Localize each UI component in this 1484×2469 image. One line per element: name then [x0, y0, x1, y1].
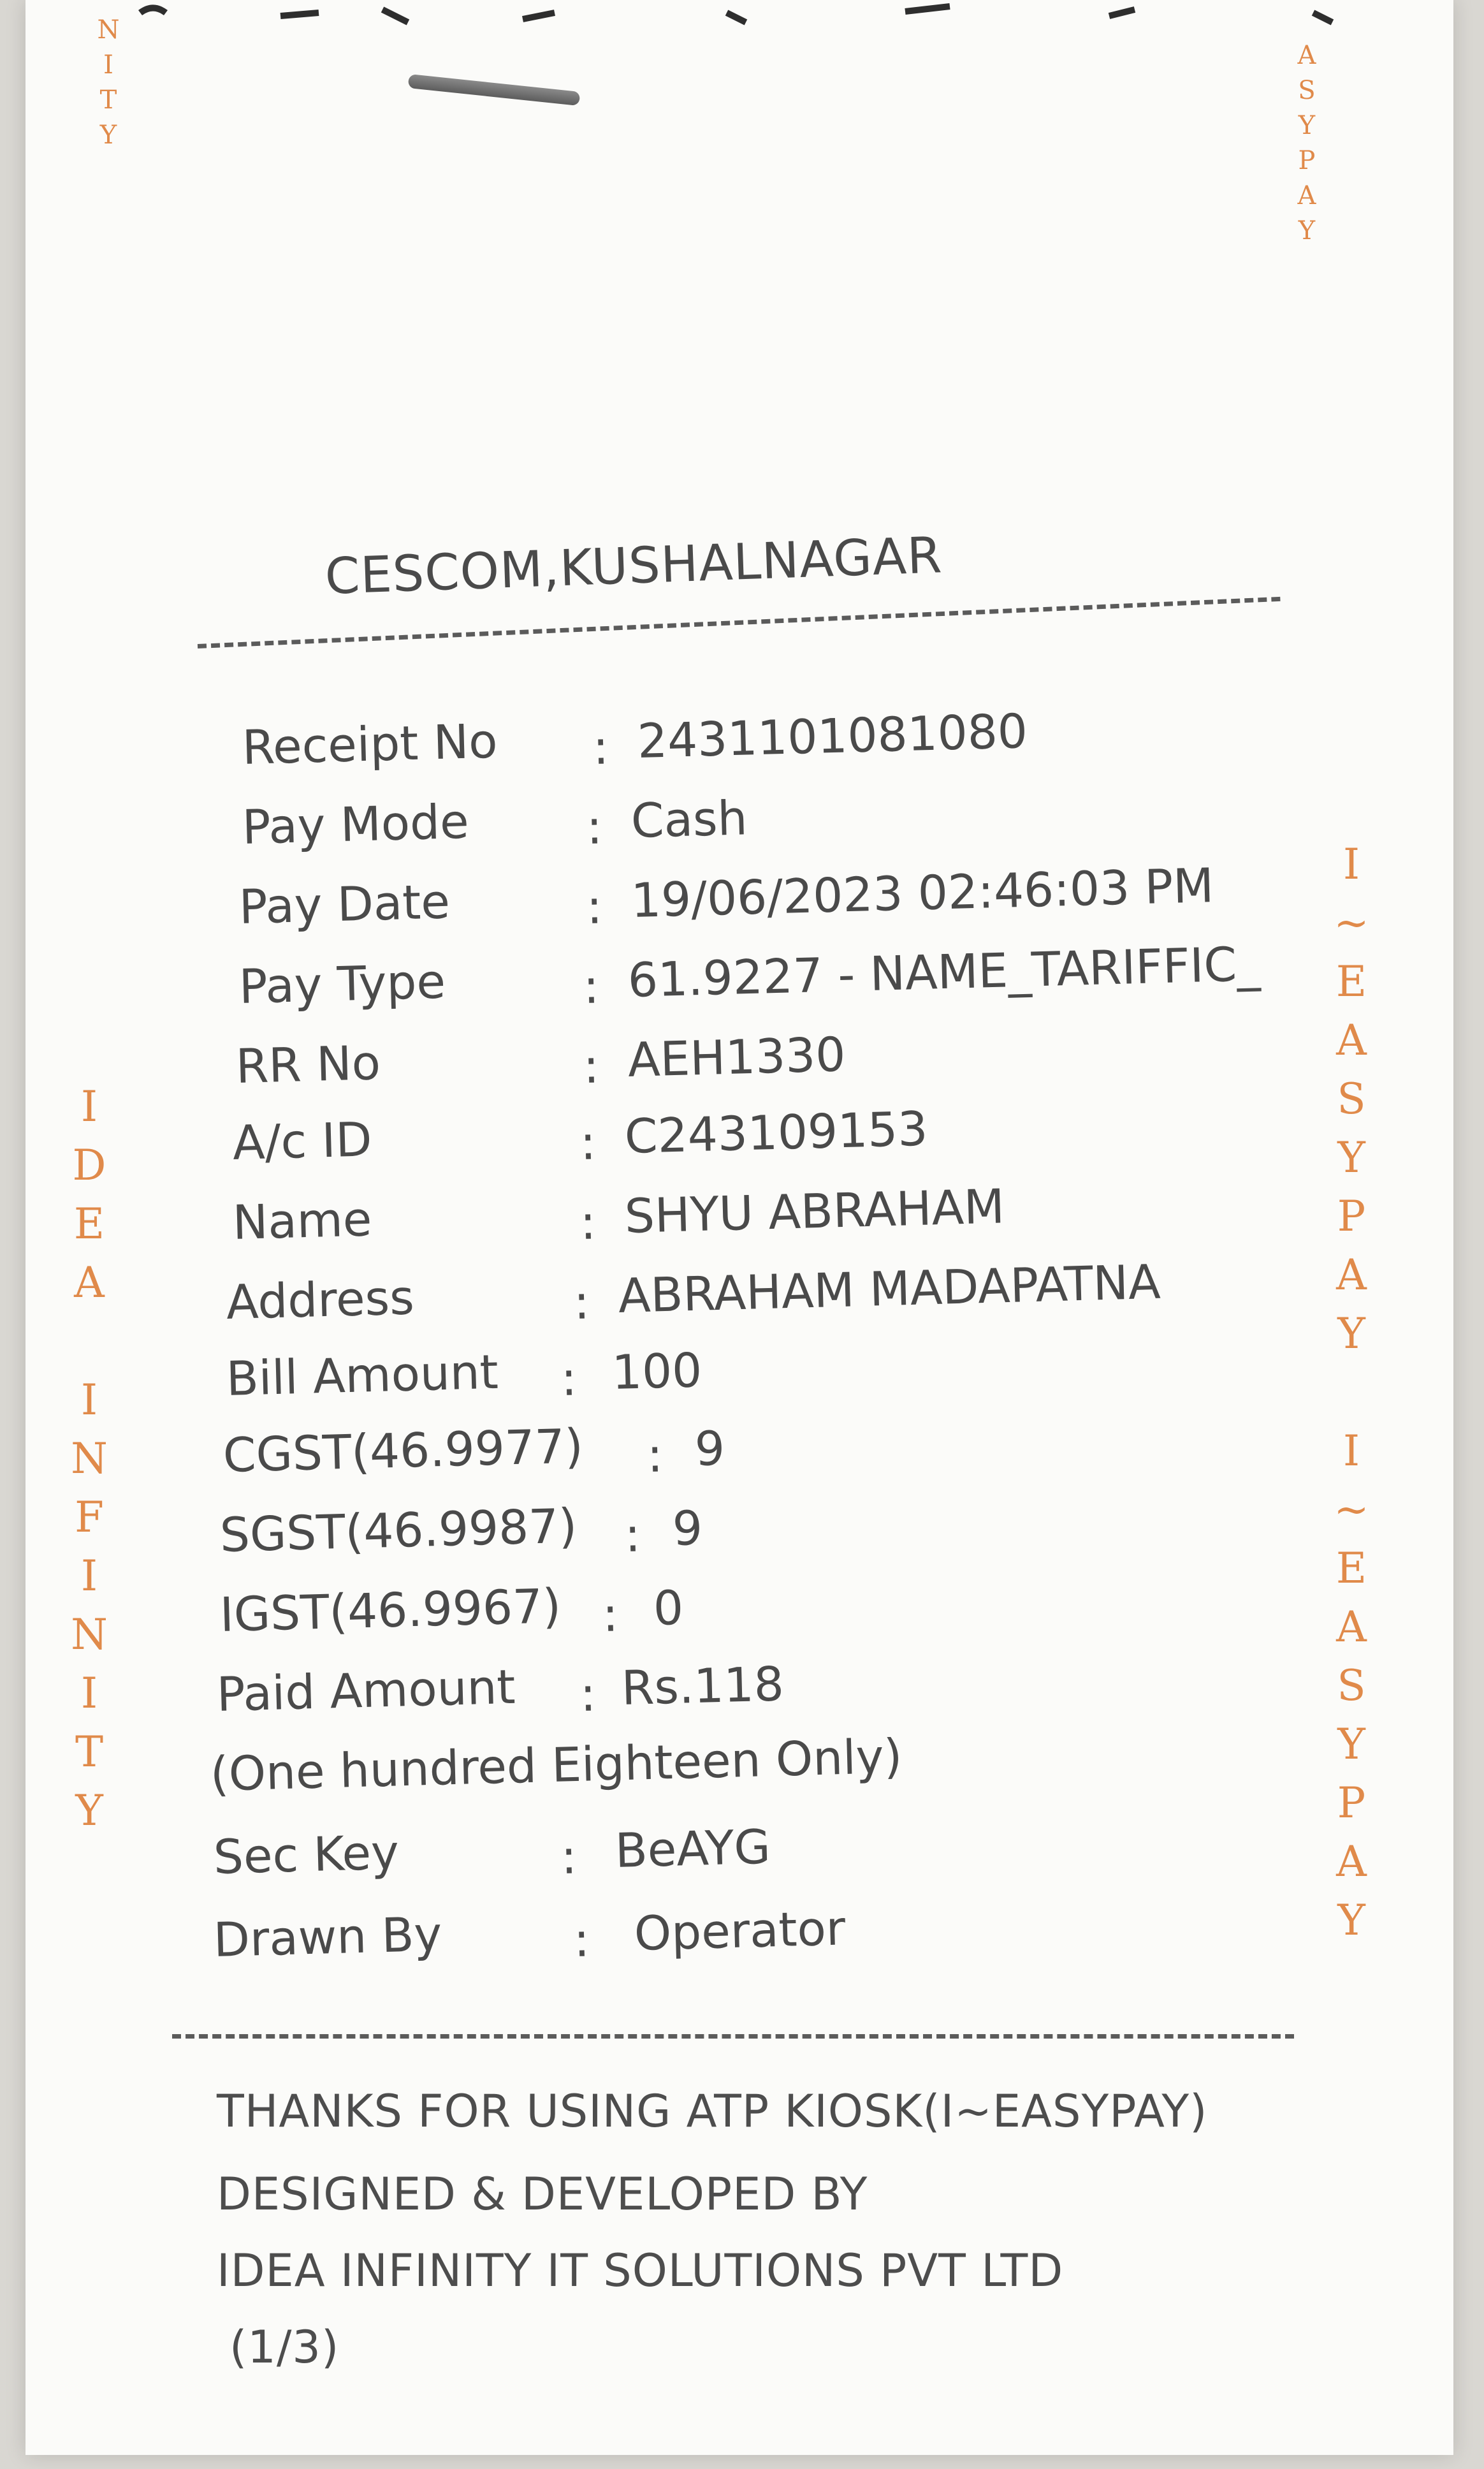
name-value: SHYU ABRAHAM	[623, 1179, 1005, 1244]
footer-thanks: THANKS FOR USING ATP KIOSK(I~EASYPAY)	[217, 2085, 1208, 2137]
pay-type-colon: :	[582, 959, 600, 1015]
watermark-letter: I	[1342, 1426, 1360, 1476]
watermark-letter: D	[72, 1141, 106, 1190]
watermark-letter: Y	[1298, 216, 1316, 245]
address-label: Address	[225, 1270, 415, 1330]
watermark-letter: S	[1337, 1661, 1366, 1710]
drawn-by-value: Operator	[633, 1901, 847, 1961]
igst-value: 0	[652, 1580, 685, 1636]
watermark-letter: I	[103, 50, 113, 80]
footer-designed: DESIGNED & DEVELOPED BY	[217, 2168, 868, 2220]
receipt-header: CESCOM,KUSHALNAGAR	[324, 527, 943, 606]
amount-in-words: (One hundred Eighteen Only)	[209, 1729, 903, 1802]
igst-colon: :	[601, 1587, 620, 1643]
rr-no-value: AEH1330	[627, 1027, 847, 1088]
address-value: ABRAHAM MADAPATNA	[617, 1254, 1161, 1324]
watermark-letter: F	[75, 1493, 104, 1542]
paid-amount-value: Rs.118	[620, 1657, 785, 1716]
watermark-letter: I	[80, 1551, 98, 1601]
divider-bottom	[172, 2034, 1294, 2039]
bill-amount-value: 100	[611, 1343, 703, 1400]
watermark-letter: A	[1297, 41, 1316, 70]
watermark-letter: I	[1342, 840, 1360, 889]
watermark-letter: T	[75, 1727, 104, 1777]
watermark-letter: P	[1298, 146, 1316, 175]
pay-date-colon: :	[585, 879, 604, 935]
watermark-letter: Y	[1337, 1309, 1365, 1358]
sgst-label: SGST(46.9987)	[219, 1498, 578, 1563]
watermark-letter: Y	[75, 1786, 103, 1835]
watermark-letter: Y	[1298, 111, 1316, 140]
watermark-letter: I	[80, 1082, 98, 1131]
watermark-letter: ~	[1334, 898, 1369, 948]
cgst-label: CGST(46.9977)	[222, 1419, 584, 1483]
paid-amount-label: Paid Amount	[215, 1659, 516, 1722]
watermark-letter: A	[1336, 1250, 1367, 1300]
rr-no-label: RR No	[235, 1036, 382, 1094]
receipt-no-colon: :	[592, 720, 610, 775]
footer-page: (1/3)	[229, 2321, 340, 2373]
address-colon: :	[572, 1275, 591, 1330]
ac-id-label: A/c ID	[231, 1112, 373, 1171]
watermark-letter: N	[71, 1434, 108, 1483]
drawn-by-colon: :	[572, 1912, 591, 1968]
watermark-letter: N	[97, 15, 120, 45]
sec-key-value: BeAYG	[614, 1819, 771, 1879]
watermark-letter: I	[80, 1375, 98, 1425]
watermark-letter: S	[1337, 1074, 1366, 1124]
pay-mode-colon: :	[585, 800, 604, 855]
ac-id-colon: :	[579, 1115, 597, 1171]
sec-key-colon: :	[560, 1829, 578, 1885]
watermark-letter: A	[1297, 181, 1316, 210]
watermark-letter: E	[1335, 1544, 1367, 1593]
watermark-letter: E	[1335, 957, 1367, 1006]
sgst-colon: :	[623, 1507, 642, 1563]
receipt-no-label: Receipt No	[241, 714, 498, 775]
watermark-letter: A	[1336, 1602, 1367, 1652]
bill-amount-label: Bill Amount	[225, 1344, 499, 1407]
name-colon: :	[579, 1195, 597, 1250]
watermark-letter: Y	[99, 121, 117, 150]
sec-key-label: Sec Key	[212, 1825, 400, 1885]
watermark-letter: I	[80, 1669, 98, 1718]
watermark-letter: Y	[1337, 1896, 1365, 1945]
drawn-by-label: Drawn By	[212, 1907, 443, 1968]
watermark-letter: N	[71, 1610, 108, 1659]
pay-date-label: Pay Date	[238, 874, 451, 935]
pay-date-value: 19/06/2023 02:46:03 PM	[630, 858, 1215, 928]
bill-amount-colon: :	[560, 1351, 578, 1407]
cgst-value: 9	[694, 1421, 726, 1477]
watermark-letter: E	[73, 1199, 105, 1249]
watermark-letter: P	[1337, 1192, 1366, 1241]
watermark-letter: A	[1336, 1016, 1367, 1065]
watermark-letter: A	[74, 1258, 105, 1307]
pay-type-value: 61.9227 - NAME_TARIFFIC_	[627, 937, 1262, 1008]
watermark-letter: Y	[1337, 1133, 1365, 1182]
watermark-letter: S	[1298, 76, 1316, 105]
watermark-letter: T	[99, 85, 117, 115]
pay-type-label: Pay Type	[238, 954, 446, 1015]
pay-mode-label: Pay Mode	[241, 794, 470, 855]
receipt-paper	[25, 0, 1453, 2455]
sgst-value: 9	[671, 1500, 704, 1557]
receipt-no-value: 2431101081080	[636, 703, 1028, 769]
watermark-letter: ~	[1334, 1485, 1369, 1534]
watermark-letter: P	[1337, 1778, 1366, 1828]
receipt-content	[25, 0, 1453, 2455]
name-label: Name	[231, 1192, 373, 1250]
footer-company: IDEA INFINITY IT SOLUTIONS PVT LTD	[217, 2245, 1064, 2297]
paid-amount-colon: :	[579, 1667, 597, 1722]
ac-id-value: C243109153	[623, 1101, 929, 1164]
watermark-letter: Y	[1337, 1720, 1365, 1769]
cgst-colon: :	[646, 1428, 664, 1483]
igst-label: IGST(46.9967)	[219, 1579, 562, 1643]
pay-mode-value: Cash	[630, 791, 748, 849]
watermark-letter: A	[1336, 1837, 1367, 1886]
rr-no-colon: :	[582, 1039, 600, 1094]
